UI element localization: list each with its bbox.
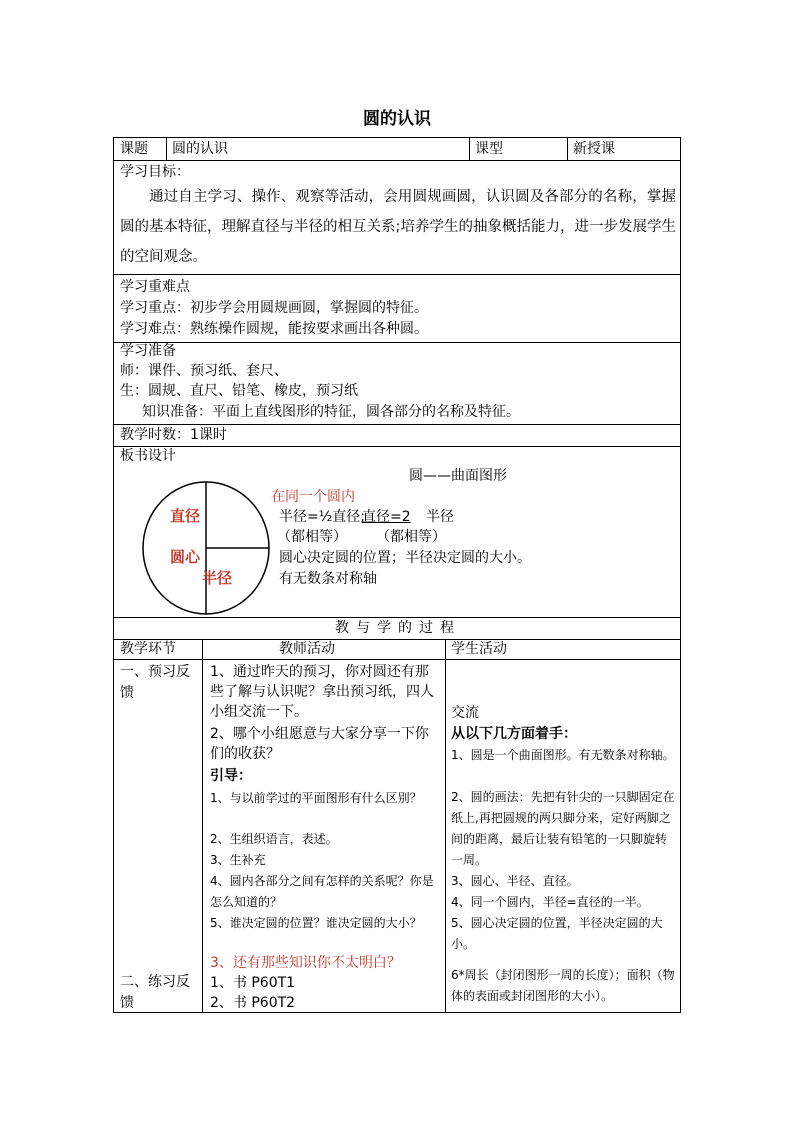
diagram-label-radius: 半径 bbox=[202, 569, 233, 587]
teaching-hours: 教学时数：1课时 bbox=[120, 427, 227, 443]
student-item: 4、同一个圆内，半径=直径的一半。 bbox=[451, 895, 649, 909]
type-value: 新授课 bbox=[573, 141, 615, 157]
key-points-heading: 学习重难点 bbox=[120, 279, 190, 295]
diagram-label-diameter: 直径 bbox=[170, 507, 201, 525]
diagram-label-center: 圆心 bbox=[170, 548, 201, 566]
student-item: 1、圆是一个曲面图形。有无数条对称轴。 bbox=[451, 748, 675, 762]
col-teacher: 教师活动 bbox=[279, 641, 335, 657]
stage-preview: 一、预习反馈 bbox=[120, 664, 190, 701]
circle-diagram bbox=[140, 480, 274, 618]
student-item: 3、圆心、半径、直径。 bbox=[451, 874, 579, 888]
teacher-item: 2、生组织语言，表述。 bbox=[210, 832, 338, 846]
board-relation-a: 半径=½直径; bbox=[279, 509, 366, 525]
page-title: 圆的认识 bbox=[363, 109, 431, 129]
col-stage: 教学环节 bbox=[120, 641, 176, 657]
topic-value: 圆的认识 bbox=[172, 141, 228, 157]
teacher-item: 1、与以前学过的平面图形有什么区别？ bbox=[210, 791, 422, 805]
student-item: 6*周长（封闭图形一周的长度）；面积（物体的表面或封闭图形的大小）。 bbox=[451, 968, 675, 1003]
lesson-plan-table bbox=[113, 137, 681, 1013]
board-top-line: 圆——曲面图形 bbox=[409, 468, 507, 484]
teacher-item-unclear: 3、还有那些知识你不太明白？ bbox=[210, 955, 401, 971]
board-relation-b: 直径=2 bbox=[362, 509, 411, 525]
process-heading: 教与学的过程 bbox=[335, 620, 461, 636]
student-subheading: 从以下几方面着手： bbox=[451, 726, 577, 742]
teacher-item: 3、生补充 bbox=[210, 853, 266, 867]
prep-knowledge: 知识准备：平面上直线图形的特征，圆各部分的名称及特征。 bbox=[142, 404, 520, 420]
board-axes: 有无数条对称轴 bbox=[279, 571, 377, 587]
key-focus: 学习重点：初步学会用圆规画圆，掌握圆的特征。 bbox=[120, 300, 428, 316]
prep-heading: 学习准备 bbox=[120, 343, 176, 359]
board-same-circle: 在同一个圆内 bbox=[271, 489, 355, 505]
prep-teacher: 师：课件、预习纸、套尺、 bbox=[120, 363, 288, 379]
teacher-item: 2、书 P60T2 bbox=[210, 995, 296, 1011]
col-student: 学生活动 bbox=[451, 641, 507, 657]
board-equal-b: （都相等） bbox=[376, 529, 446, 545]
topic-label: 课题 bbox=[120, 141, 148, 157]
teacher-guide: 引导： bbox=[210, 768, 252, 784]
teacher-item: 4、圆内各部分之间有怎样的关系呢？你是怎么知道的？ bbox=[210, 874, 434, 909]
board-relation-c: 半径 bbox=[426, 509, 454, 525]
type-label: 课型 bbox=[475, 141, 503, 157]
board-decides: 圆心决定圆的位置；半径决定圆的大小。 bbox=[279, 550, 531, 566]
board-equal-a: （都相等） bbox=[277, 529, 347, 545]
teacher-item: 2、哪个小组愿意与大家分享一下你们的收获？ bbox=[210, 726, 429, 762]
teacher-item: 1、通过昨天的预习，你对圆还有那些了解与认识呢？拿出预习纸，四人小组交流一下。 bbox=[210, 664, 434, 720]
student-item: 2、圆的画法：先把有针尖的一只脚固定在纸上,再把圆规的两只脚分来，定好两脚之间的距离，最后让装有铅笔的一只脚旋转一周。 bbox=[451, 790, 675, 867]
student-item: 交流 bbox=[451, 705, 479, 721]
key-difficulty: 学习难点：熟练操作圆规，能按要求画出各种圆。 bbox=[120, 321, 428, 337]
teacher-item: 5、谁决定圆的位置？谁决定圆的大小？ bbox=[210, 916, 422, 930]
objectives-heading: 学习目标： bbox=[120, 164, 190, 180]
student-item: 5、圆心决定圆的位置，半径决定圆的大小。 bbox=[451, 916, 663, 951]
teacher-item: 1、书 P60T1 bbox=[210, 975, 296, 991]
prep-student: 生：圆规、直尺、铅笔、橡皮，预习纸 bbox=[120, 383, 358, 399]
board-heading: 板书设计 bbox=[120, 448, 176, 464]
objectives-body: 通过自主学习、操作、观察等活动，会用圆规画圆，认识圆及各部分的名称，掌握圆的基本特征，理解直径与半径的相互关系;培养学生的抽象概括能力，进一步发展学生的空间观念。 bbox=[120, 189, 676, 265]
stage-practice: 二、练习反馈 bbox=[120, 974, 190, 1011]
